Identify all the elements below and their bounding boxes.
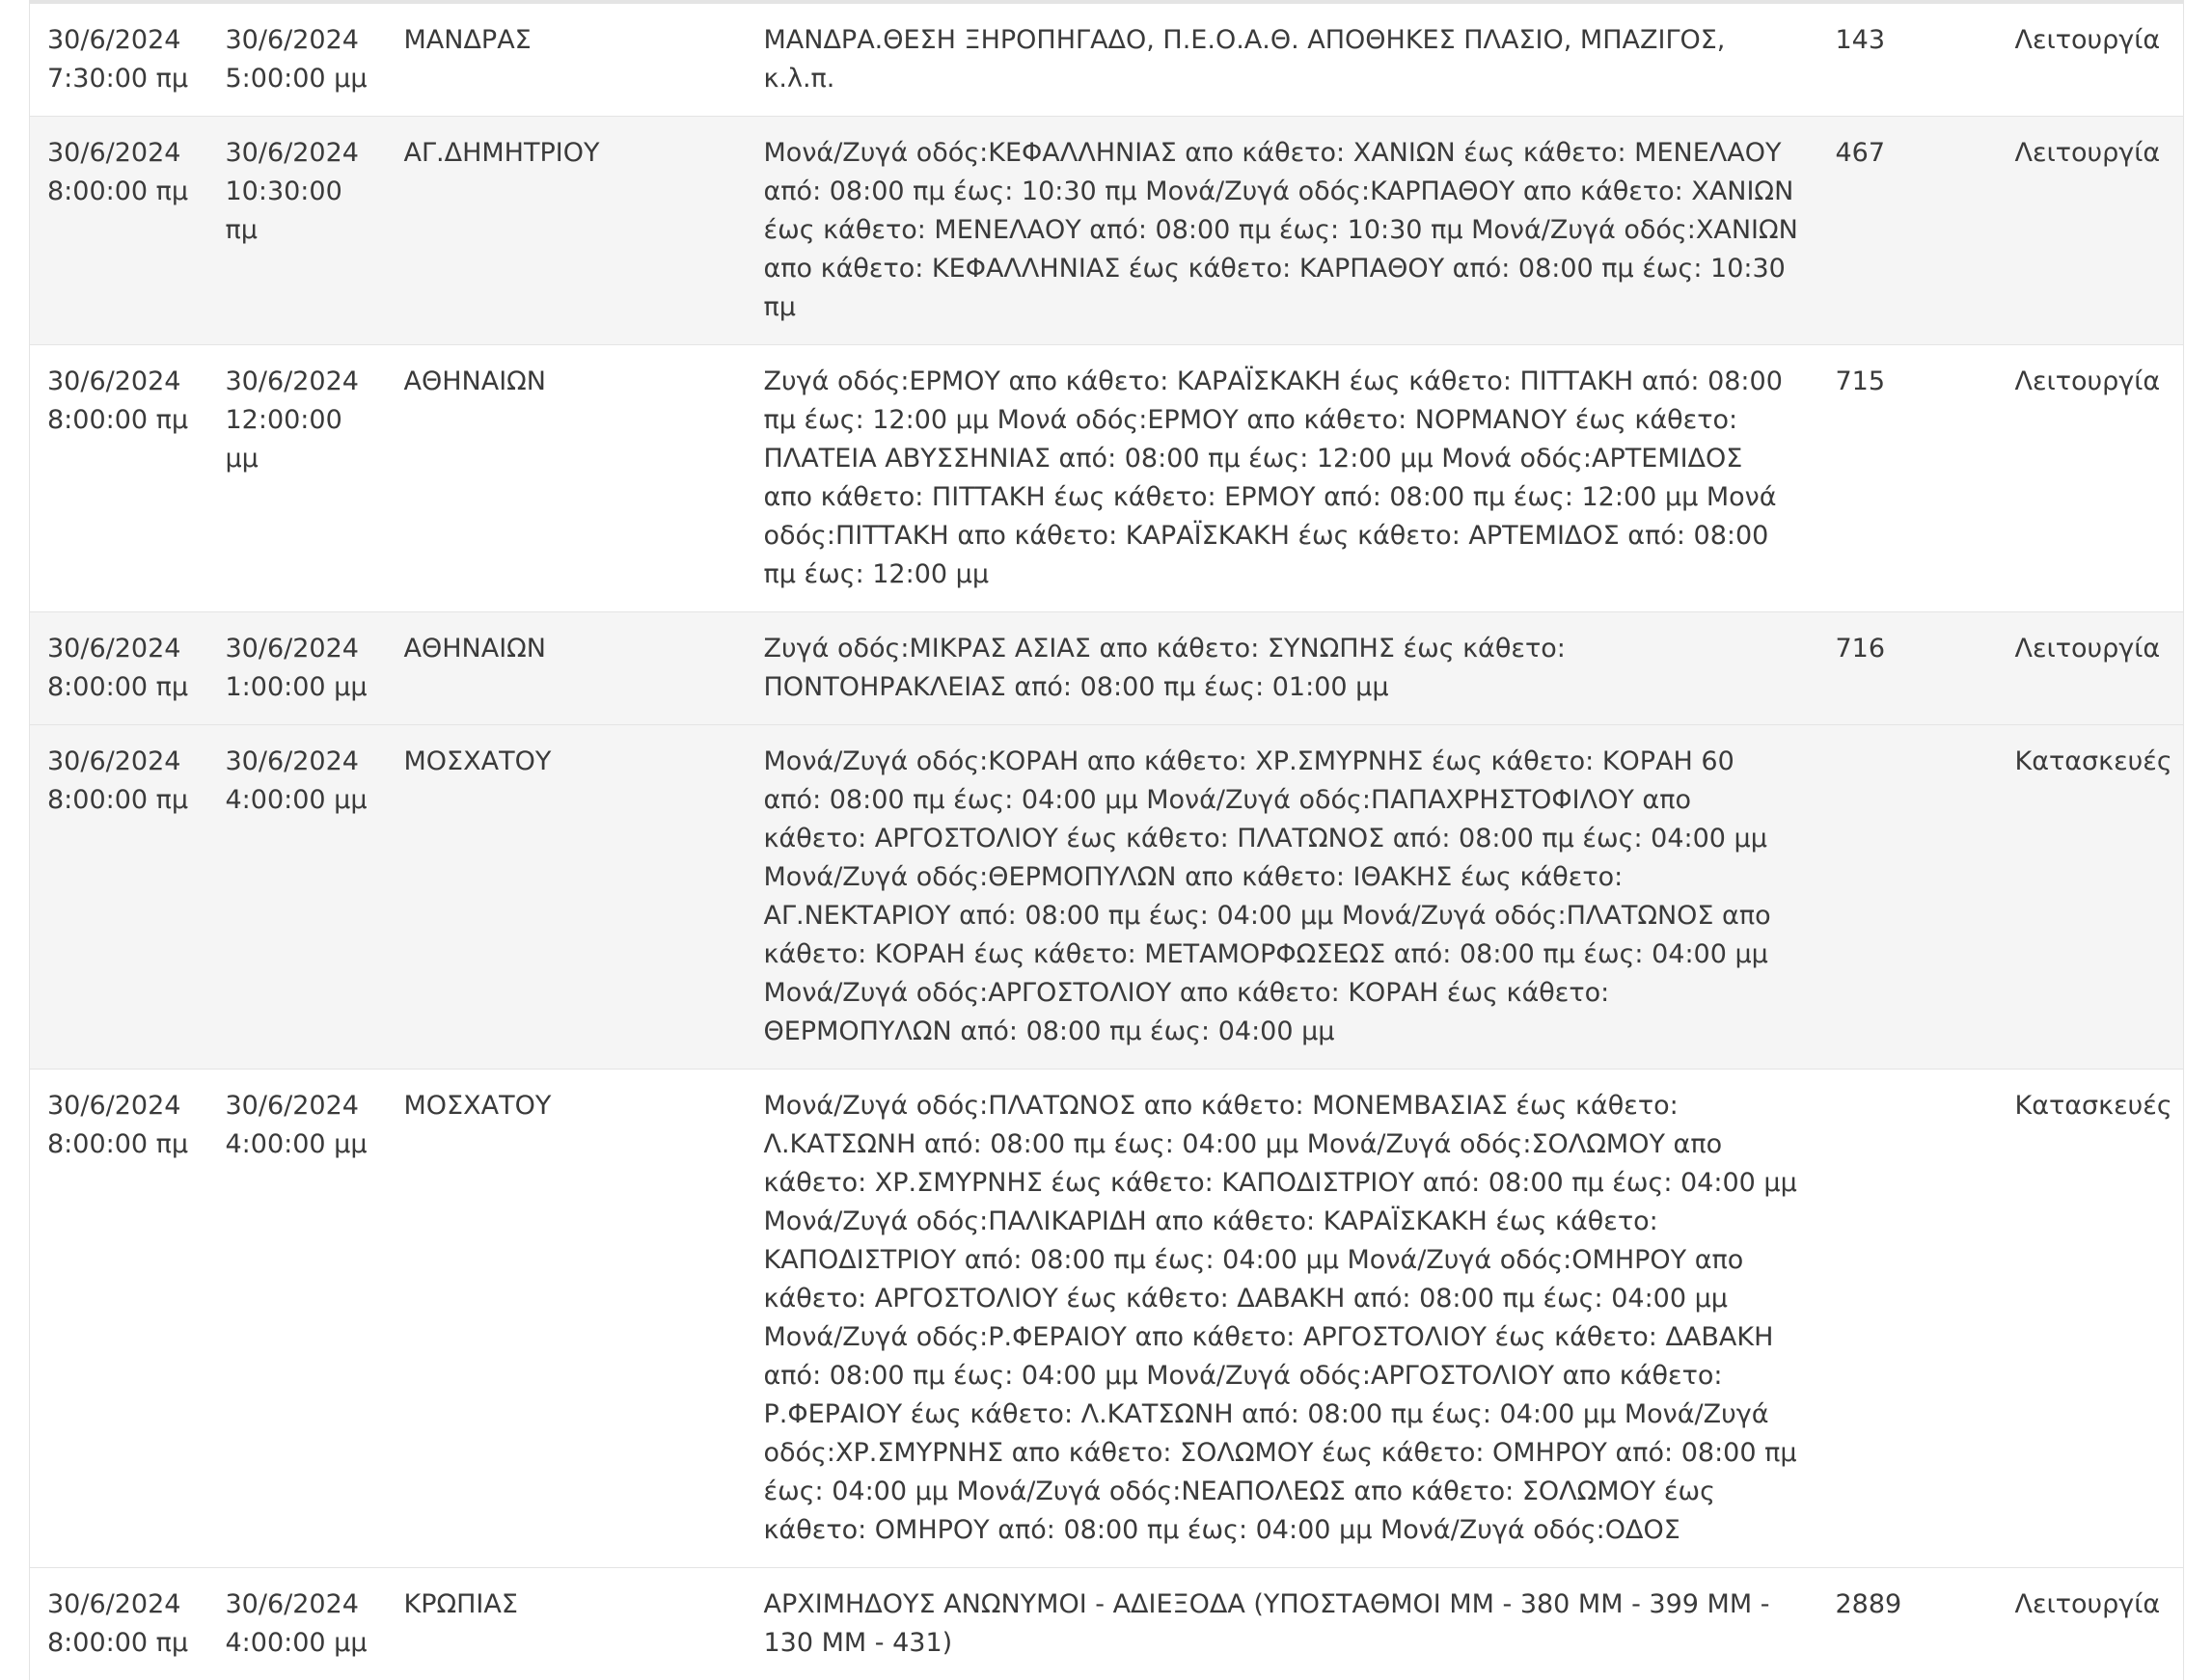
code-cell: 716 (1818, 612, 1998, 725)
end-cell (208, 117, 387, 345)
table-row (30, 612, 2184, 725)
start-time: 8:00:00 πμ (47, 785, 188, 815)
end-time: 12:00:00 μμ (226, 405, 342, 474)
start-time: 8:00:00 πμ (47, 405, 188, 435)
code-cell: 715 (1818, 345, 1998, 612)
start-date: 30/6/2024 (47, 25, 180, 55)
start-time: 7:30:00 πμ (47, 64, 188, 94)
description-cell: Μονά/Ζυγά οδός:ΚΕΦΑΛΛΗΝΙΑΣ απο κάθετο: ΧΑΝΙΩΝ έως κάθετο: ΜΕΝΕΛΑΟΥ από: 08:00 πμ έως: 10:30 πμ Μονά/Ζυγά οδός:ΚΑΡΠΑΘΟΥ απο κάθετο: ΧΑΝΙΩΝ έως κάθετο: ΜΕΝΕΛΑΟΥ από: 08:00 πμ έως: 10:30 πμ Μονά/Ζυγά οδός:ΧΑΝΙΩΝ απο κάθετο: ΚΕΦΑΛΛΗΝΙΑΣ έως κάθετο: ΚΑΡΠΑΘΟΥ από: 08:00 πμ έως: 10:30 πμ (747, 117, 1818, 345)
end-time: 4:00:00 μμ (226, 1129, 368, 1159)
area-cell: ΑΘΗΝΑΙΩΝ (387, 345, 747, 612)
area-cell: ΑΘΗΝΑΙΩΝ (387, 612, 747, 725)
description-cell: Ζυγά οδός:ΜΙΚΡΑΣ ΑΣΙΑΣ απο κάθετο: ΣΥΝΩΠΗΣ έως κάθετο: ΠΟΝΤΟΗΡΑΚΛΕΙΑΣ από: 08:00 πμ έως: 01:00 μμ (747, 612, 1818, 725)
end-time: 5:00:00 μμ (226, 64, 368, 94)
start-cell (30, 725, 208, 1070)
start-date: 30/6/2024 (47, 138, 180, 168)
end-cell (208, 345, 387, 612)
description-cell: ΜΑΝΔΡΑ.ΘΕΣΗ ΞΗΡΟΠΗΓΑΔΟ, Π.Ε.Ο.Α.Θ. ΑΠΟΘΗΚΕΣ ΠΛΑΣΙΟ, ΜΠΑΖΙΓΟΣ, κ.λ.π. (747, 2, 1818, 117)
end-date: 30/6/2024 (226, 138, 359, 168)
end-time: 4:00:00 μμ (226, 1628, 368, 1658)
description-cell: Μονά/Ζυγά οδός:ΠΛΑΤΩΝΟΣ απο κάθετο: ΜΟΝΕΜΒΑΣΙΑΣ έως κάθετο: Λ.ΚΑΤΣΩΝΗ από: 08:00 πμ έως: 04:00 μμ Μονά/Ζυγά οδός:ΣΟΛΩΜΟΥ απο κάθετο: ΧΡ.ΣΜΥΡΝΗΣ έως κάθετο: ΚΑΠΟΔΙΣΤΡΙΟΥ από: 08:00 πμ έως: 04:00 μμ Μονά/Ζυγά οδός:ΠΑΛΙΚΑΡΙΔΗ απο κάθετο: ΚΑΡΑΪΣΚΑΚΗ έως κάθετο: ΚΑΠΟΔΙΣΤΡΙΟΥ από: 08:00 πμ έως: 04:00 μμ Μονά/Ζυγά οδός:ΟΜΗΡΟΥ απο κάθετο: ΑΡΓΟΣΤΟΛΙΟΥ έως κάθετο: ΔΑΒΑΚΗ από: 08:00 πμ έως: 04:00 μμ Μονά/Ζυγά οδός:Ρ.ΦΕΡΑΙΟΥ απο κάθετο: ΑΡΓΟΣΤΟΛΙΟΥ έως κάθετο: ΔΑΒΑΚΗ από: 08:00 πμ έως: 04:00 μμ Μονά/Ζυγά οδός:ΑΡΓΟΣΤΟΛΙΟΥ απο κάθετο: Ρ.ΦΕΡΑΙΟΥ έως κάθετο: Λ.ΚΑΤΣΩΝΗ από: 08:00 πμ έως: 04:00 μμ Μονά/Ζυγά οδός:ΧΡ.ΣΜΥΡΝΗΣ απο κάθετο: ΣΟΛΩΜΟΥ έως κάθετο: ΟΜΗΡΟΥ από: 08:00 πμ έως: 04:00 μμ Μονά/Ζυγά οδός:ΝΕΑΠΟΛΕΩΣ απο κάθετο: ΣΟΛΩΜΟΥ έως κάθετο: ΟΜΗΡΟΥ από: 08:00 πμ έως: 04:00 μμ Μονά/Ζυγά οδός:ΟΔΟΣ (747, 1070, 1818, 1568)
start-cell (30, 1070, 208, 1568)
area-cell: ΜΟΣΧΑΤΟΥ (387, 1070, 747, 1568)
end-date: 30/6/2024 (226, 25, 359, 55)
start-time: 8:00:00 πμ (47, 176, 188, 206)
code-cell: 2889 (1818, 1568, 1998, 1680)
type-cell: Λειτουργία (1998, 1568, 2184, 1680)
description-cell: Ζυγά οδός:ΕΡΜΟΥ απο κάθετο: ΚΑΡΑΪΣΚΑΚΗ έως κάθετο: ΠΙΤΤΑΚΗ από: 08:00 πμ έως: 12:00 μμ Μονά οδός:ΕΡΜΟΥ απο κάθετο: ΝΟΡΜΑΝΟΥ έως κάθετο: ΠΛΑΤΕΙΑ ΑΒΥΣΣΗΝΙΑΣ από: 08:00 πμ έως: 12:00 μμ Μονά οδός:ΑΡΤΕΜΙΔΟΣ απο κάθετο: ΠΙΤΤΑΚΗ έως κάθετο: ΕΡΜΟΥ από: 08:00 πμ έως: 12:00 μμ Μονά οδός:ΠΙΤΤΑΚΗ απο κάθετο: ΚΑΡΑΪΣΚΑΚΗ έως κάθετο: ΑΡΤΕΜΙΔΟΣ από: 08:00 πμ έως: 12:00 μμ (747, 345, 1818, 612)
table-row (30, 1070, 2184, 1568)
end-cell (208, 1568, 387, 1680)
start-time: 8:00:00 πμ (47, 672, 188, 702)
end-date: 30/6/2024 (226, 1091, 359, 1121)
table-row (30, 345, 2184, 612)
end-date: 30/6/2024 (226, 1589, 359, 1619)
start-time: 8:00:00 πμ (47, 1628, 188, 1658)
type-cell: Λειτουργία (1998, 612, 2184, 725)
table-row (30, 2, 2184, 117)
end-cell (208, 612, 387, 725)
start-cell (30, 2, 208, 117)
start-date: 30/6/2024 (47, 634, 180, 664)
end-date: 30/6/2024 (226, 746, 359, 776)
area-cell: ΚΡΩΠΙΑΣ (387, 1568, 747, 1680)
code-cell (1818, 1070, 1998, 1568)
start-date: 30/6/2024 (47, 1091, 180, 1121)
start-cell (30, 345, 208, 612)
table-row (30, 1568, 2184, 1680)
type-cell: Κατασκευές (1998, 1070, 2184, 1568)
end-time: 1:00:00 μμ (226, 672, 368, 702)
end-time: 4:00:00 μμ (226, 785, 368, 815)
area-cell: ΜΑΝΔΡΑΣ (387, 2, 747, 117)
end-cell (208, 725, 387, 1070)
type-cell: Λειτουργία (1998, 2, 2184, 117)
end-cell (208, 2, 387, 117)
end-date: 30/6/2024 (226, 634, 359, 664)
code-cell (1818, 725, 1998, 1070)
start-cell (30, 1568, 208, 1680)
outage-table-body (30, 2, 2184, 1680)
description-cell: ΑΡΧΙΜΗΔΟΥΣ ΑΝΩΝΥΜΟΙ - ΑΔΙΕΞΟΔΑ (ΥΠΟΣΤΑΘΜΟΙ ΜΜ - 380 ΜΜ - 399 ΜΜ - 130 ΜΜ - 431) (747, 1568, 1818, 1680)
type-cell: Λειτουργία (1998, 345, 2184, 612)
table-row (30, 725, 2184, 1070)
end-date: 30/6/2024 (226, 366, 359, 396)
start-date: 30/6/2024 (47, 1589, 180, 1619)
start-date: 30/6/2024 (47, 366, 180, 396)
start-cell (30, 612, 208, 725)
outage-table (29, 0, 2184, 1680)
description-cell: Μονά/Ζυγά οδός:ΚΟΡΑΗ απο κάθετο: ΧΡ.ΣΜΥΡΝΗΣ έως κάθετο: ΚΟΡΑΗ 60 από: 08:00 πμ έως: 04:00 μμ Μονά/Ζυγά οδός:ΠΑΠΑΧΡΗΣΤΟΦΙΛΟΥ απο κάθετο: ΑΡΓΟΣΤΟΛΙΟΥ έως κάθετο: ΠΛΑΤΩΝΟΣ από: 08:00 πμ έως: 04:00 μμ Μονά/Ζυγά οδός:ΘΕΡΜΟΠΥΛΩΝ απο κάθετο: ΙΘΑΚΗΣ έως κάθετο: ΑΓ.ΝΕΚΤΑΡΙΟΥ από: 08:00 πμ έως: 04:00 μμ Μονά/Ζυγά οδός:ΠΛΑΤΩΝΟΣ απο κάθετο: ΚΟΡΑΗ έως κάθετο: ΜΕΤΑΜΟΡΦΩΣΕΩΣ από: 08:00 πμ έως: 04:00 μμ Μονά/Ζυγά οδός:ΑΡΓΟΣΤΟΛΙΟΥ απο κάθετο: ΚΟΡΑΗ έως κάθετο: ΘΕΡΜΟΠΥΛΩΝ από: 08:00 πμ έως: 04:00 μμ (747, 725, 1818, 1070)
code-cell: 467 (1818, 117, 1998, 345)
type-cell: Λειτουργία (1998, 117, 2184, 345)
type-cell: Κατασκευές (1998, 725, 2184, 1070)
code-cell: 143 (1818, 2, 1998, 117)
start-cell (30, 117, 208, 345)
area-cell: ΜΟΣΧΑΤΟΥ (387, 725, 747, 1070)
end-cell (208, 1070, 387, 1568)
start-time: 8:00:00 πμ (47, 1129, 188, 1159)
end-time: 10:30:00 πμ (226, 176, 342, 245)
start-date: 30/6/2024 (47, 746, 180, 776)
table-row (30, 117, 2184, 345)
area-cell: ΑΓ.ΔΗΜΗΤΡΙΟΥ (387, 117, 747, 345)
